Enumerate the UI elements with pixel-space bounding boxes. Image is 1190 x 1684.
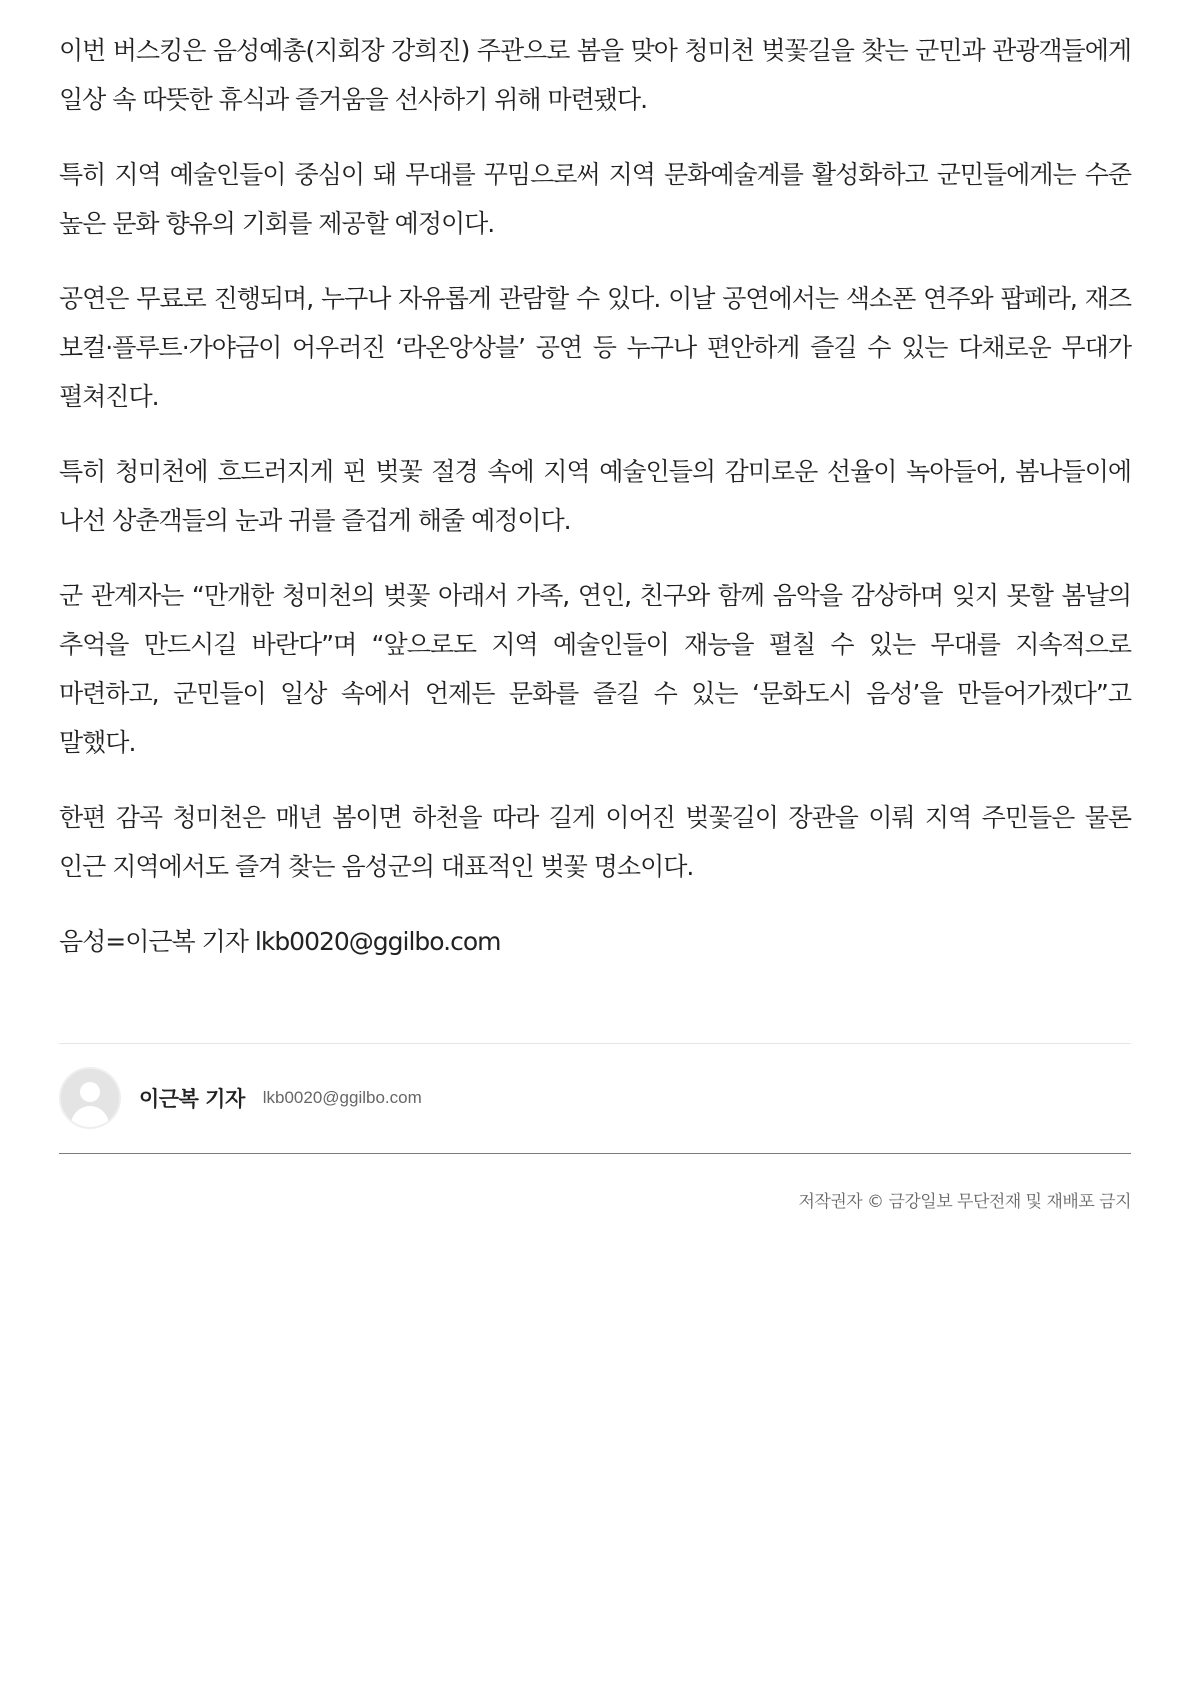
article-paragraph: 공연은 무료로 진행되며, 누구나 자유롭게 관람할 수 있다. 이날 공연에서는 색소폰 연주와 팝페라, 재즈 보컬·플루트·가야금이 어우러진 ‘라온앙상블’ 공연 등 누구나 편안하게 즐길 수 있는 다채로운 무대가 펼쳐진다. (59, 284, 1131, 411)
article-paragraph: 특히 지역 예술인들이 중심이 돼 무대를 꾸밈으로써 지역 문화예술계를 활성화하고 군민들에게는 수준 높은 문화 향유의 기회를 제공할 예정이다. (59, 160, 1131, 238)
user-avatar-placeholder-icon (59, 1067, 121, 1129)
article-body (59, 26, 1131, 966)
article (59, 26, 1131, 966)
reporter-box (59, 1067, 422, 1129)
divider (59, 1153, 1131, 1154)
article-byline: 음성=이근복 기자 lkb0020@ggilbo.com (59, 927, 501, 956)
article-paragraph: 특히 청미천에 흐드러지게 핀 벚꽃 절경 속에 지역 예술인들의 감미로운 선율이 녹아들어, 봄나들이에 나선 상춘객들의 눈과 귀를 즐겁게 해줄 예정이다. (59, 457, 1131, 535)
article-paragraph: 한편 감곡 청미천은 매년 봄이면 하천을 따라 길게 이어진 벚꽃길이 장관을 이뤄 지역 주민들은 물론 인근 지역에서도 즐겨 찾는 음성군의 대표적인 벚꽃 명소이다. (59, 803, 1131, 881)
reporter-name-link[interactable]: 이근복 기자 (139, 1087, 245, 1111)
article-paragraph: 군 관계자는 “만개한 청미천의 벚꽃 아래서 가족, 연인, 친구와 함께 음악을 감상하며 잊지 못할 봄날의 추억을 만드시길 바란다”며 “앞으로도 지역 예술인들이 재능을 펼칠 수 있는 무대를 지속적으로 마련하고, 군민들이 일상 속에서 언제든 문화를 즐길 수 있는 ‘문화도시 음성’을 만들어가겠다”고 말했다. (59, 581, 1131, 757)
copyright-notice: 저작권자 © 금강일보 무단전재 및 재배포 금지 (798, 1192, 1131, 1212)
avatar-shoulders-shape (71, 1106, 109, 1129)
article-paragraph: 이번 버스킹은 음성예총(지회장 강희진) 주관으로 봄을 맞아 청미천 벚꽃길을 찾는 군민과 관광객들에게 일상 속 따뜻한 휴식과 즐거움을 선사하기 위해 마련됐다. (59, 36, 1131, 114)
divider (59, 1043, 1131, 1044)
avatar-head-shape (80, 1082, 100, 1102)
reporter-email: lkb0020@ggilbo.com (262, 1088, 422, 1107)
